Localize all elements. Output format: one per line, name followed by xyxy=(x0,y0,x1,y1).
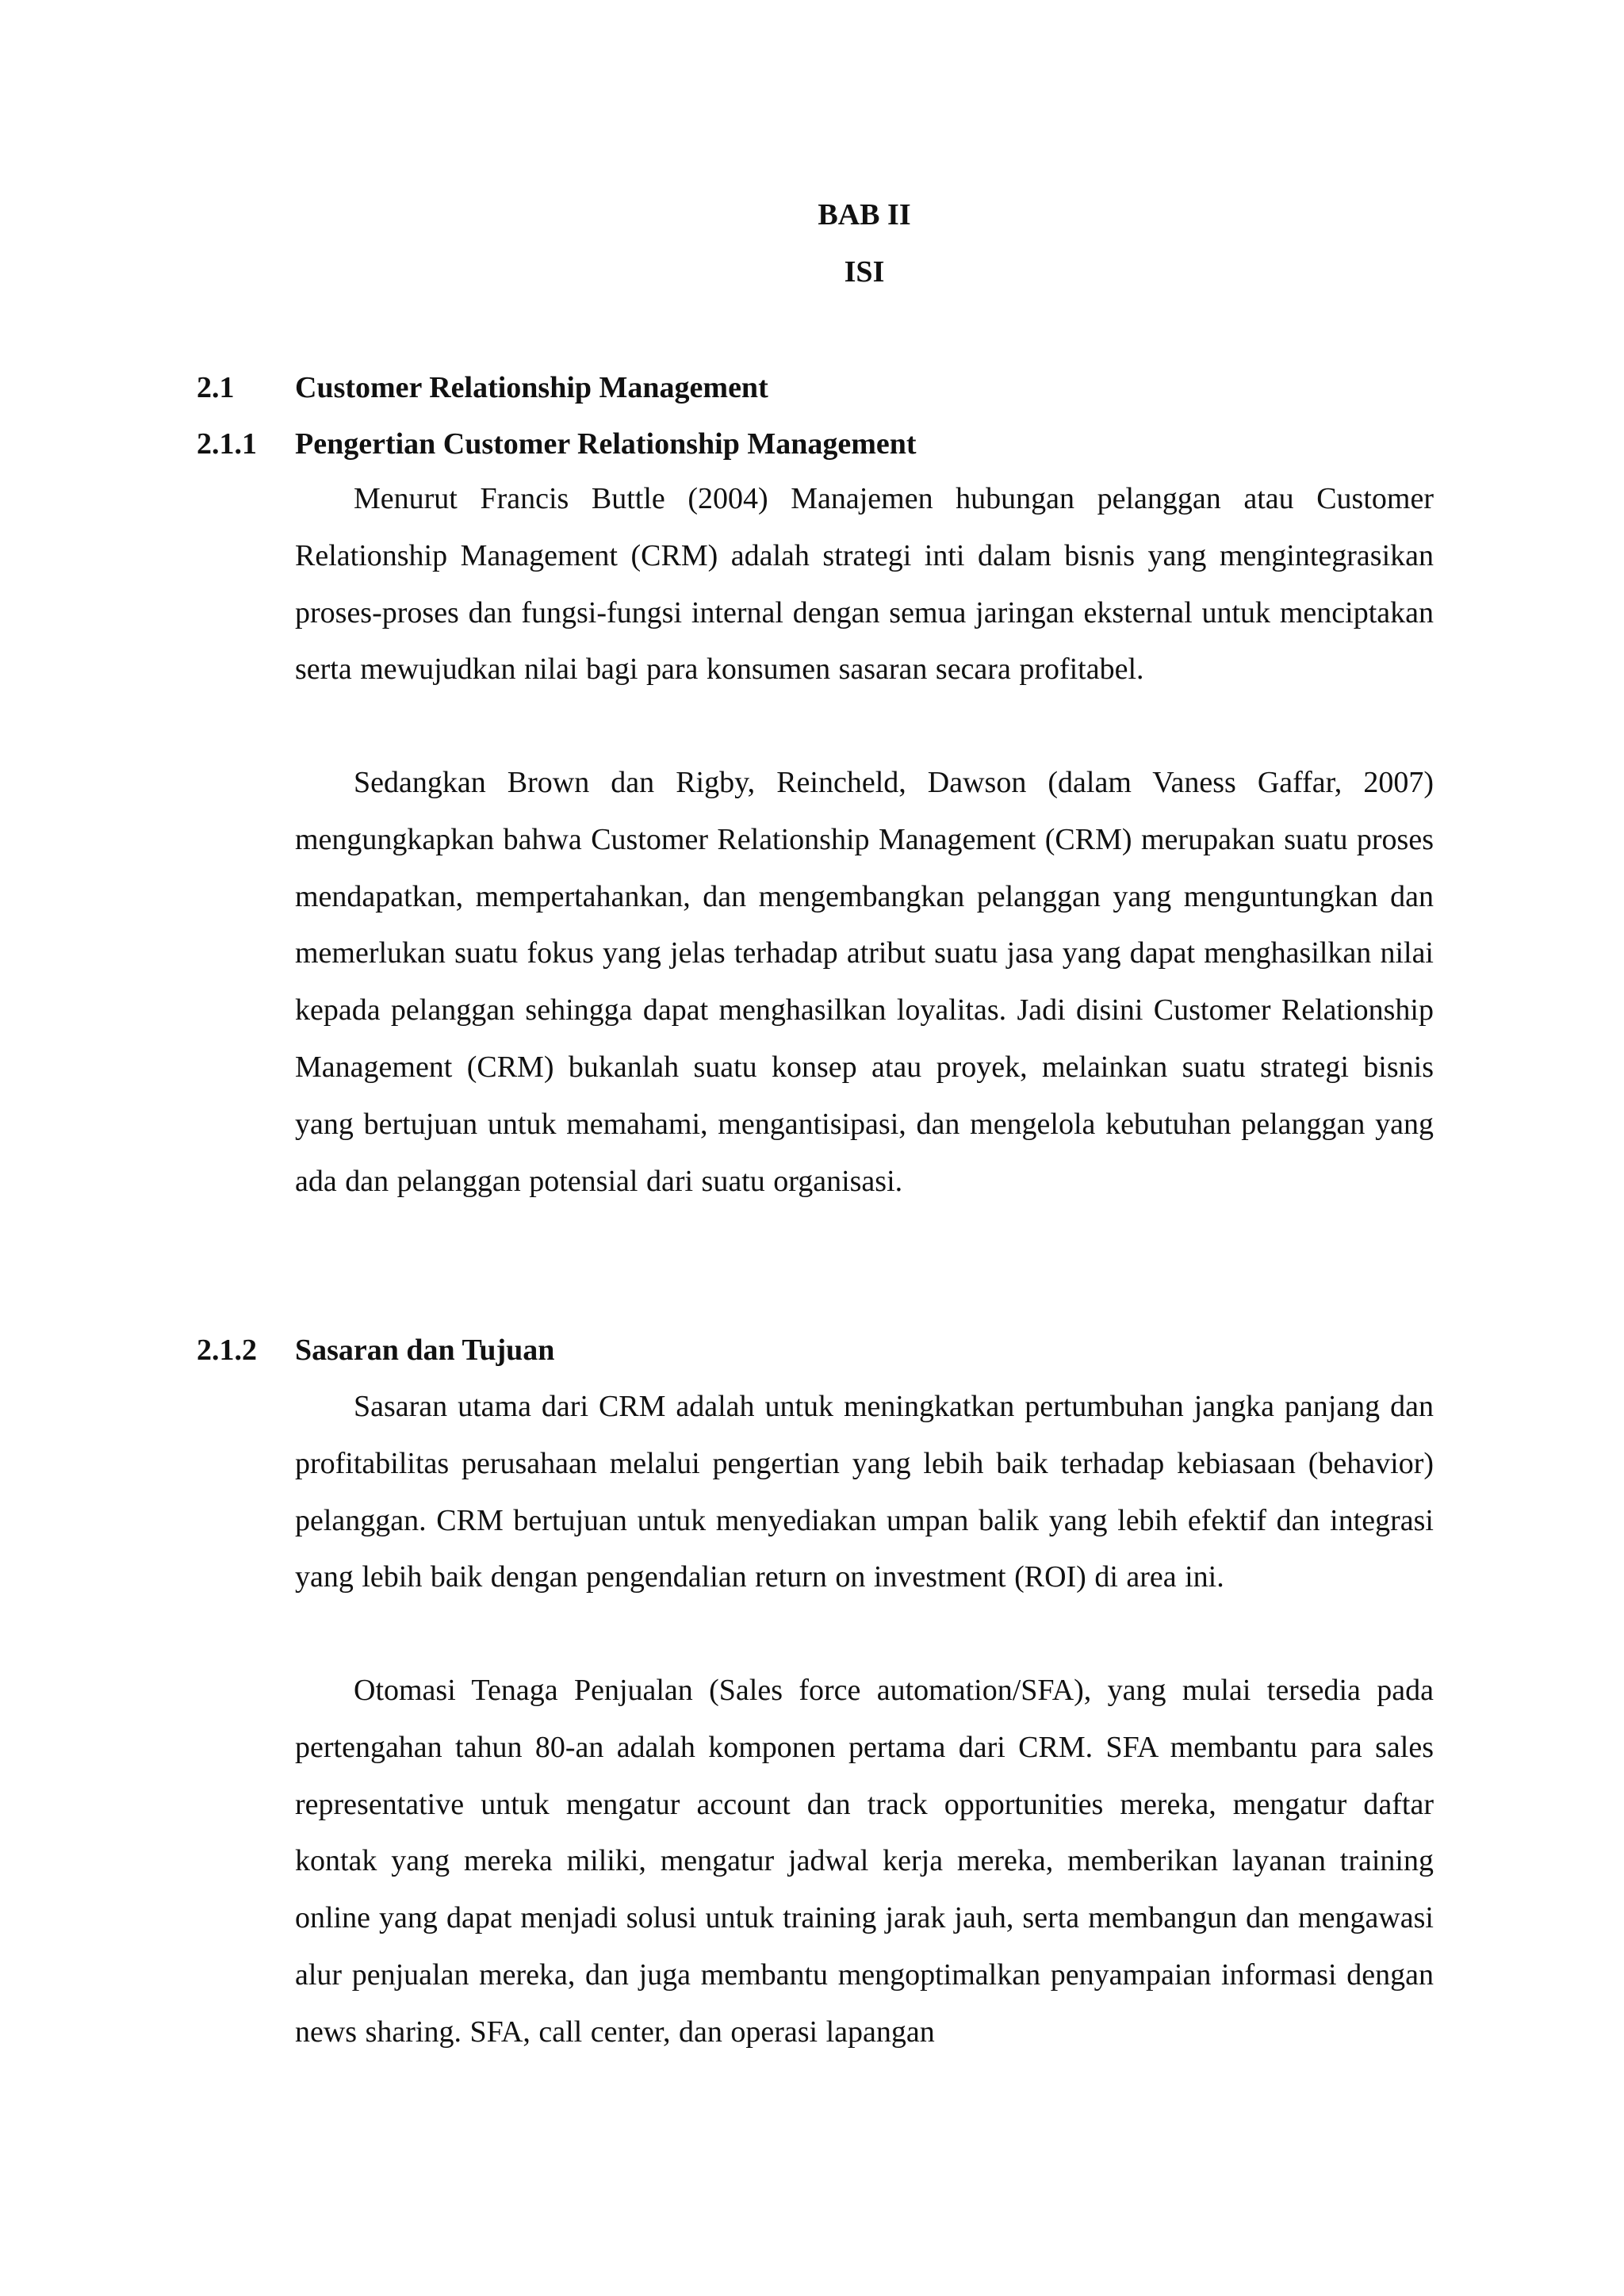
section-heading xyxy=(197,369,768,406)
subsection-number-2: 2.1.2 xyxy=(197,1334,257,1367)
paragraph-1: Menurut Francis Buttle (2004) Manajemen hubungan pelanggan atau Customer Relationship Management (CRM) adalah strategi inti dalam bisnis yang mengintegrasikan proses-proses dan fungsi-fungsi internal dengan semua jaringan eksternal untuk menciptakan serta mewujudkan nilai bagi para konsumen sasaran secara profitabel. xyxy=(295,482,1434,687)
subsection-title-1: Pengertian Customer Relationship Management xyxy=(295,427,917,461)
chapter-number: BAB II xyxy=(818,198,911,232)
subsection-number-1: 2.1.1 xyxy=(197,427,257,461)
paragraph-2: Sedangkan Brown dan Rigby, Reincheld, Dawson (dalam Vaness Gaffar, 2007) mengungkapkan bahwa Customer Relationship Management (CRM) merupakan suatu proses mendapatkan, mempertahankan, dan mengembangkan pelanggan yang menguntungkan dan memerlukan suatu fokus yang jelas terhadap atribut suatu jasa yang dapat menghasilkan nilai kepada pelanggan sehingga dapat menghasilkan loyalitas. Jadi disini Customer Relationship Management (CRM) bukanlah suatu konsep atau proyek, melainkan suatu strategi bisnis yang bertujuan untuk memahami, mengantisipasi, dan mengelola kebutuhan pelanggan yang ada dan pelanggan potensial dari suatu organisasi. xyxy=(295,766,1434,1198)
chapter-title: ISI xyxy=(844,255,885,289)
section-number: 2.1 xyxy=(197,371,235,404)
subsection-title-2: Sasaran dan Tujuan xyxy=(295,1334,555,1367)
paragraph-4: Otomasi Tenaga Penjualan (Sales force automation/SFA), yang mulai tersedia pada pertengahan tahun 80-an adalah komponen pertama dari CRM. SFA membantu para sales representative untuk mengatur account dan track opportunities mereka, mengatur daftar kontak yang mereka miliki, mengatur jadwal kerja mereka, memberikan layanan training online yang dapat menjadi solusi untuk training jarak jauh, serta membangun dan mengawasi alur penjualan mereka, dan juga membantu mengoptimalkan penyampaian informasi dengan news sharing. SFA, call center, dan operasi lapangan xyxy=(295,1674,1434,2049)
paragraph-3: Sasaran utama dari CRM adalah untuk meningkatkan pertumbuhan jangka panjang dan profitabilitas perusahaan melalui pengertian yang lebih baik terhadap kebiasaan (behavior) pelanggan. CRM bertujuan untuk menyediakan umpan balik yang lebih efektif dan integrasi yang lebih baik dengan pengendalian return on investment (ROI) di area ini. xyxy=(295,1390,1434,1594)
section-title: Customer Relationship Management xyxy=(295,371,768,404)
subsection-heading-1 xyxy=(197,426,917,462)
subsection-heading-2 xyxy=(197,1332,554,1368)
